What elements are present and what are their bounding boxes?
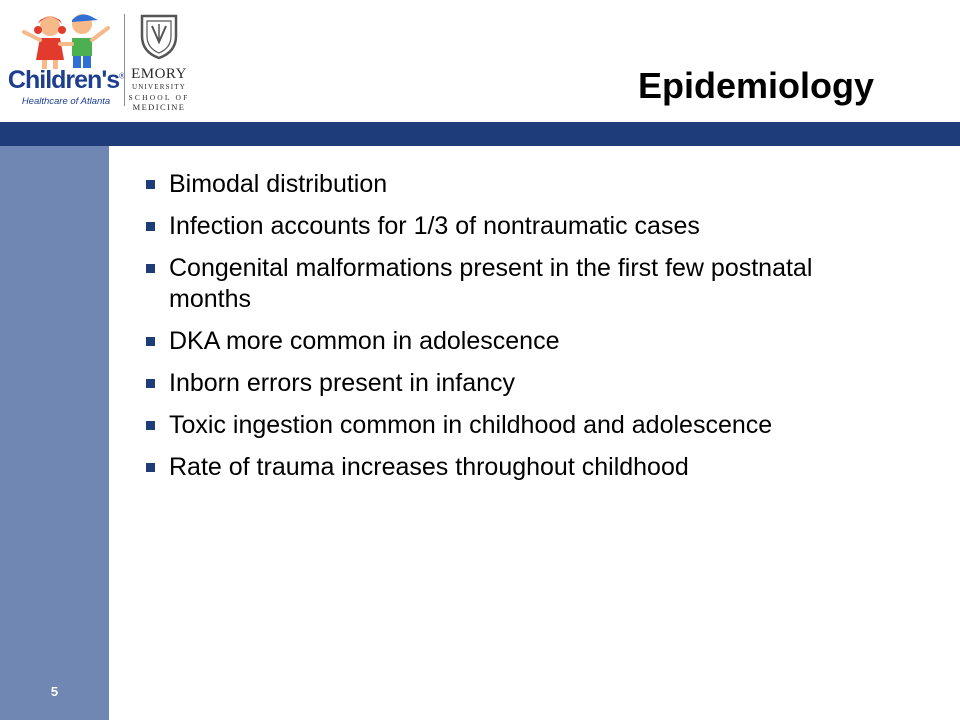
- bullet-text: Infection accounts for 1/3 of nontraumatic cases: [169, 212, 700, 240]
- title-underline-bar: [0, 122, 960, 146]
- square-bullet-icon: [146, 379, 155, 388]
- square-bullet-icon: [146, 264, 155, 273]
- bullet-text: Inborn errors present in infancy: [169, 369, 516, 397]
- bullet-item: [144, 253, 864, 315]
- bullet-item: [144, 410, 864, 441]
- childrens-healthcare-logo: [4, 10, 124, 118]
- emory-wordmark: EMORY: [131, 66, 187, 82]
- emory-shield-icon: [138, 12, 180, 60]
- bullet-item: [144, 368, 864, 399]
- slide-title: Epidemiology: [637, 65, 874, 106]
- bullet-item: [144, 452, 864, 483]
- logo-divider: [124, 14, 125, 106]
- square-bullet-icon: [146, 222, 155, 231]
- bullet-text: Toxic ingestion common in childhood and adolescence: [169, 411, 773, 439]
- bullet-text: Bimodal distribution: [169, 170, 388, 198]
- square-bullet-icon: [146, 337, 155, 346]
- square-bullet-icon: [146, 180, 155, 189]
- slide-number: 5: [50, 684, 59, 699]
- childrens-tagline: Healthcare of Atlanta: [21, 96, 111, 107]
- emory-medicine-logo: [128, 6, 198, 110]
- kids-figures-icon: [16, 10, 116, 70]
- bullet-item: [144, 326, 864, 357]
- bullet-item: [144, 211, 864, 242]
- bullet-list: [144, 169, 864, 494]
- emory-school-line: SCHOOL OF: [128, 93, 190, 102]
- bullet-text: Rate of trauma increases throughout childhood: [169, 453, 689, 481]
- childrens-wordmark: Children's®: [7, 66, 125, 94]
- emory-university-line: UNIVERSITY: [132, 83, 186, 91]
- bullet-text: Congenital malformations present in the first few postnatal months: [169, 254, 813, 313]
- bullet-text: DKA more common in adolescence: [169, 327, 560, 355]
- bullet-item: [144, 169, 864, 200]
- square-bullet-icon: [146, 421, 155, 430]
- emory-medicine-line: MEDICINE: [132, 102, 186, 112]
- left-side-band: [0, 146, 109, 720]
- square-bullet-icon: [146, 463, 155, 472]
